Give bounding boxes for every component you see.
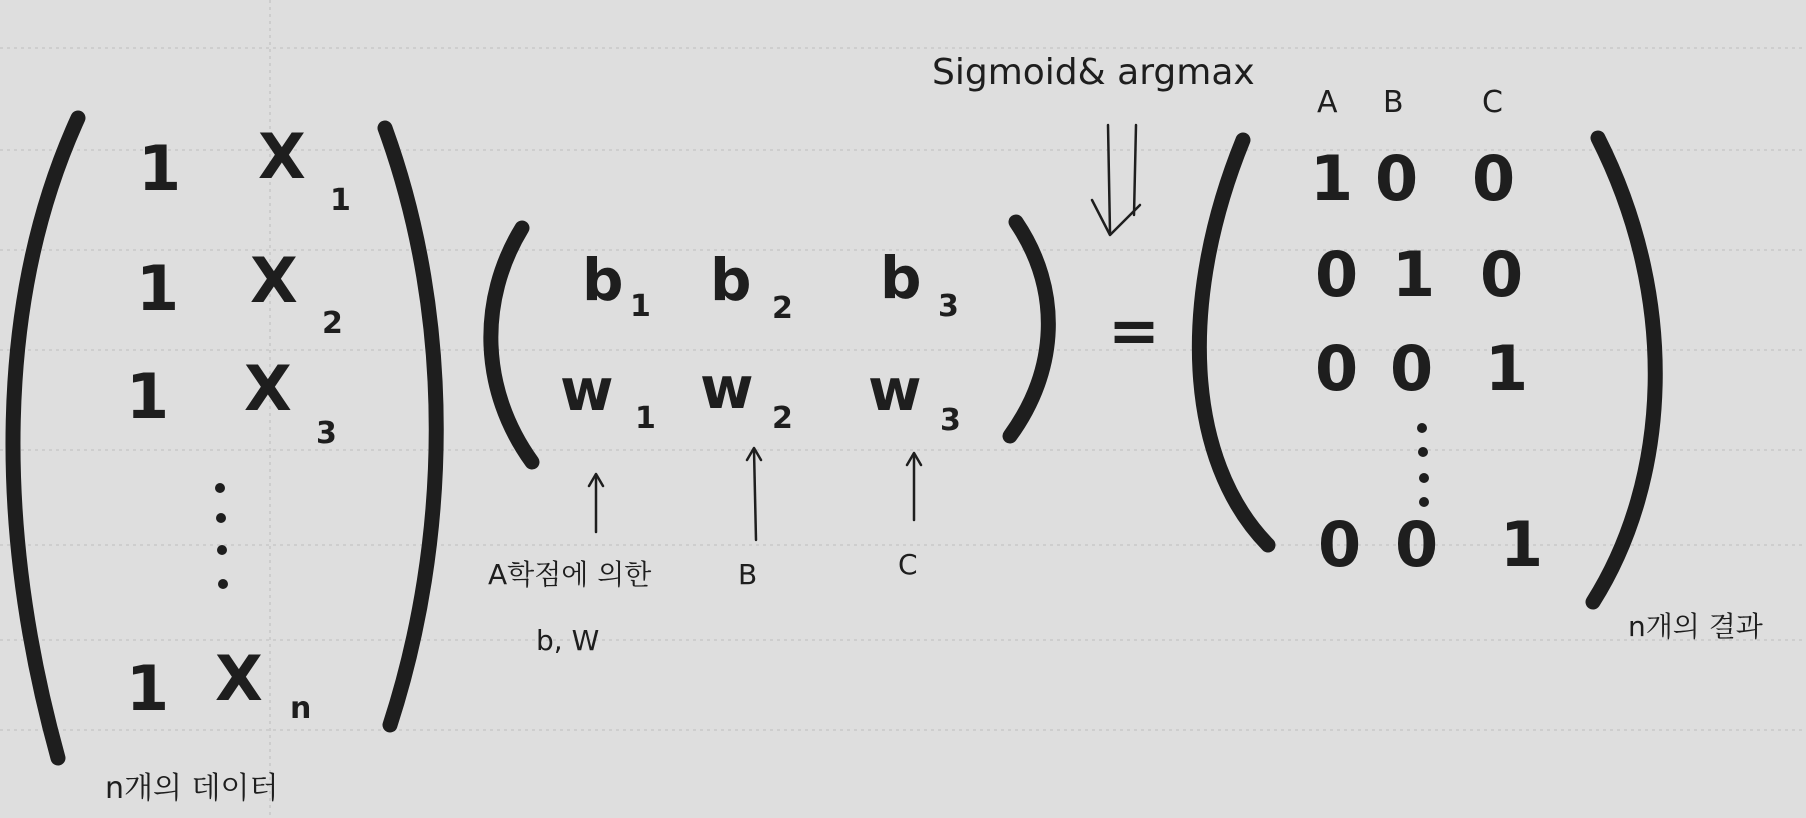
svg-text:1: 1 — [330, 183, 351, 218]
svg-text:X: X — [244, 352, 292, 425]
svg-text:3: 3 — [938, 289, 959, 324]
annotation-a-line2: b, W — [536, 624, 600, 657]
svg-text:3: 3 — [940, 403, 961, 438]
svg-text:w: w — [560, 356, 614, 424]
svg-text:b: b — [710, 246, 752, 314]
input-x-cell — [244, 352, 337, 451]
svg-text:1: 1 — [630, 289, 651, 324]
output-cell: 1 — [1485, 332, 1529, 405]
svg-text:w: w — [700, 354, 754, 422]
input-ones-cell: 1 — [136, 252, 180, 325]
weight-matrix-left-bracket — [491, 228, 532, 462]
input-matrix-right-bracket — [385, 128, 436, 725]
output-cell: 0 — [1395, 508, 1439, 581]
svg-text:2: 2 — [322, 306, 343, 341]
weight-matrix-right-bracket — [1010, 222, 1048, 436]
input-vertical-ellipsis — [215, 483, 228, 589]
svg-text:X: X — [250, 244, 298, 317]
input-ones-cell: 1 — [138, 132, 182, 205]
svg-text:X: X — [215, 642, 263, 715]
output-cell: 0 — [1315, 238, 1359, 311]
input-x-cell — [250, 244, 343, 341]
arrow-up-icon — [589, 474, 603, 532]
svg-text:b: b — [582, 246, 624, 314]
annotation-b: B — [738, 558, 758, 591]
output-cell: 1 — [1392, 238, 1436, 311]
output-cell: 0 — [1390, 332, 1434, 405]
output-cell: 0 — [1315, 332, 1359, 405]
bias-cell — [582, 246, 651, 324]
double-down-arrow-icon — [1092, 125, 1140, 235]
operation-label: Sigmoid& argmax — [932, 52, 1255, 93]
svg-text:b: b — [880, 244, 922, 312]
output-cell: 0 — [1318, 508, 1362, 581]
output-vertical-ellipsis — [1417, 423, 1429, 507]
output-matrix-left-bracket — [1199, 140, 1268, 545]
output-header-b: B — [1383, 85, 1404, 120]
annotation-a-line1: A학점에 의한 — [488, 558, 652, 591]
output-cell: 0 — [1480, 238, 1524, 311]
output-header-c: C — [1482, 85, 1503, 120]
svg-text:w: w — [868, 356, 922, 424]
weight-cell — [868, 356, 961, 438]
svg-text:X: X — [258, 120, 306, 193]
input-ones-cell: 1 — [126, 360, 170, 433]
input-matrix-caption: n개의 데이터 — [105, 771, 279, 806]
svg-text:3: 3 — [316, 416, 337, 451]
svg-text:1: 1 — [635, 401, 656, 436]
input-matrix-left-bracket — [13, 118, 78, 758]
bias-cell — [710, 246, 793, 326]
weight-cell — [560, 356, 656, 436]
output-matrix — [1199, 85, 1762, 643]
output-cell: 1 — [1310, 142, 1354, 215]
svg-text:2: 2 — [772, 401, 793, 436]
annotation-c: C — [898, 548, 918, 581]
output-matrix-caption: n개의 결과 — [1628, 610, 1763, 643]
input-ones-cell: 1 — [126, 652, 170, 725]
output-header-a: A — [1317, 85, 1338, 120]
bias-cell — [880, 244, 959, 324]
input-x-cell — [215, 642, 311, 726]
output-matrix-right-bracket — [1593, 138, 1655, 602]
arrow-up-icon — [747, 448, 761, 540]
input-matrix — [13, 118, 436, 806]
weight-matrix — [488, 222, 1048, 657]
arrow-up-icon — [907, 453, 921, 520]
weight-cell — [700, 354, 793, 436]
input-x-cell — [258, 120, 351, 218]
svg-text:2: 2 — [772, 291, 793, 326]
output-cell: 0 — [1472, 142, 1516, 215]
output-cell: 1 — [1500, 508, 1544, 581]
svg-text:n: n — [290, 691, 312, 726]
output-cell: 0 — [1375, 142, 1419, 215]
equals-sign: = — [1108, 294, 1160, 367]
